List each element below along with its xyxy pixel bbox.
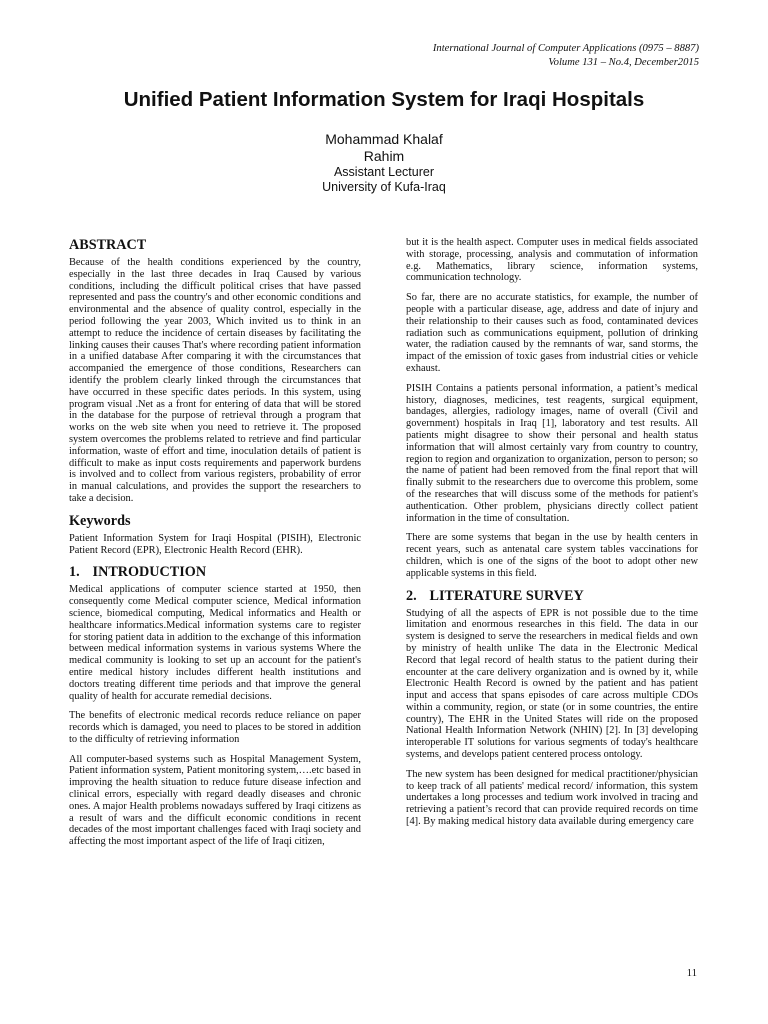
journal-header bbox=[433, 42, 699, 70]
literature-paragraph-2: The new system has been designed for medical practitioner/physician to keep track of all patients' medical record/ information, this system undertakes a long processes and tedium work involved in tracing and retrieving a patient’s record that can provide required records on time [4]. By making medical history data available during emergency care bbox=[406, 768, 698, 828]
paper-title: Unified Patient Information System for Iraqi Hospitals bbox=[123, 88, 645, 111]
section-number: 1. bbox=[69, 564, 80, 581]
abstract-text: Because of the health conditions experienced by the country, especially in the last three decades in Iraq Caused by various conditions, including the difficult political crises that have passed represented and pass the country's and other economic conditions and environmental and the absence of quality control, especially in the period following the year 2003, Which invited us to think in an attempt to reduce the incidence of certain diseases by facilitating the linking causes their causes That's where recording patient information in a unified database After comparing it with the circumstances that accompanied the emergence of those conditions, Researchers can identify the problem clearly linked through the circumstances that have occurred in these specific dates periods. In this system, using program visual .Net as a front for entering of data that will be stored in the database for the purpose of retrieval through a program that works on the web site when you need to retrieve it. The proposed system overcomes the problems related to retrieve and find particular information, waste of effort and time, inoculation details of patient is difficult to make as input costs requirements and paperwork burdens is involved and to collect from various registers, probability of error in manual calculations, and provides the support the researchers to take a decision. bbox=[69, 257, 361, 504]
page-number: 11 bbox=[686, 968, 697, 979]
author-name-line1: Mohammad Khalaf bbox=[325, 131, 443, 147]
author-name-line2: Rahim bbox=[363, 148, 405, 164]
introduction-heading bbox=[69, 564, 361, 581]
keywords-heading: Keywords bbox=[69, 512, 131, 529]
intro-paragraph-3: All computer-based systems such as Hospital Management System, Patient information system, Patient monitoring system,….etc based in improving the health situation to reduce future disease infection and clinical errors, especially with regard deadly diseases and chronic ones. A major Health problems nowadays suffered by Iraqi citizens as a result of wars and the difficult economic conditions in recent decades of the most important challenges faced with Iraqi society and affecting the most important aspect of the life of Iraqi citizen, bbox=[69, 753, 361, 848]
author-block bbox=[0, 131, 768, 195]
literature-heading bbox=[406, 588, 698, 605]
literature-paragraph-1: Studying of all the aspects of EPR is not possible due to the time limitation and enormous researches in this field. The data in our system is designed to serve the researchers in medical fields and own by ministry of health unlike The data in the Electronic Medical Record that legal record of health status to the patient during their encounter at the care delivery organization and is owned by it, while Electronic Health Record is owned by the patient and has patient input and access that spans episodes of care across multiple CDOs within a community, region, or state (or in some countries, the entire country), The EHR in the United States will ride on the proposed National Health Information Network (NHIN) [2]. In [3] developing interoperable IT solutions for various segments of today's healthcare systems, and develops patient centered process ontology. bbox=[406, 607, 698, 761]
journal-name: International Journal of Computer Applications (0975 – 8887) bbox=[432, 43, 699, 54]
intro-paragraph-5: So far, there are no accurate statistics, for example, the number of people with a particular disease, age, address and date of injury and their relationship to their causes such as food, contaminated devices radiation such as communications equipment, pollution of drinking water, the radiation caused by the remnants of war, sand storms, the impact of the emission of toxic gases from industrial cities or vehicle exhaust. bbox=[406, 292, 698, 374]
intro-paragraph-1: Medical applications of computer science started at 1950, then consequently come Medical computer science, Medical information science, biomedical computing, Medical informatics and Health or healthcare informatics.Medical information systems care to register for storing patient data in addition to the exchange of this information between medical information systems in various systems Where the medical community is looking to set up an account for the patient's entire medical history includes different health institutions and doctors treating different time periods and that improve the general quality of health for accurate remedial decisions. bbox=[69, 584, 361, 702]
intro-paragraph-7: There are some systems that began in the use by health centers in recent years, such as antenatal care system tables vaccinations for children, which is one of the signs of the boot to adopt other new applicable systems in this field. bbox=[406, 532, 698, 579]
section-number: 2. bbox=[406, 587, 417, 604]
author-affiliation: University of Kufa-Iraq bbox=[322, 180, 446, 194]
journal-volume: Volume 131 – No.4, December2015 bbox=[548, 57, 699, 68]
intro-paragraph-6: PISIH Contains a patients personal information, a patient’s medical history, diagnoses, medicines, test reagents, surgical equipment, bandages, allergies, radiology images, name of overall (Civil and government) hospitals in Iraq [1], laboratory and test results. All patients might disagree to show their personal and health status information that will almost certainly vary from country to country, region to region and organization to organization, person to person; so the name of patient had been removed from the final report that will finally submit to the researchers due to overcome this problem, some of the researches that will discuss some of the methods for patient's authentication. Other problem, physicians directly collect patient information in the time of consultation. bbox=[406, 382, 698, 524]
abstract-heading: ABSTRACT bbox=[69, 237, 147, 253]
author-position: Assistant Lecturer bbox=[333, 165, 435, 179]
left-column bbox=[69, 237, 361, 848]
section-title: LITERATURE SURVEY bbox=[429, 587, 584, 604]
intro-paragraph-4: but it is the health aspect. Computer uses in medical fields associated with storage, processing, analysis and commutation of information e.g. Mathematics, library science, information systems, communication technology. bbox=[406, 237, 698, 284]
section-title: INTRODUCTION bbox=[92, 564, 207, 581]
keywords-text: Patient Information System for Iraqi Hospital (PISIH), Electronic Patient Record (EPR), Electronic Health Record (EHR). bbox=[69, 532, 361, 556]
intro-paragraph-2: The benefits of electronic medical records reduce reliance on paper records which is damaged, you need to places to be stored in addition to the difficulty of retrieving information bbox=[69, 710, 361, 745]
right-column bbox=[406, 237, 698, 828]
